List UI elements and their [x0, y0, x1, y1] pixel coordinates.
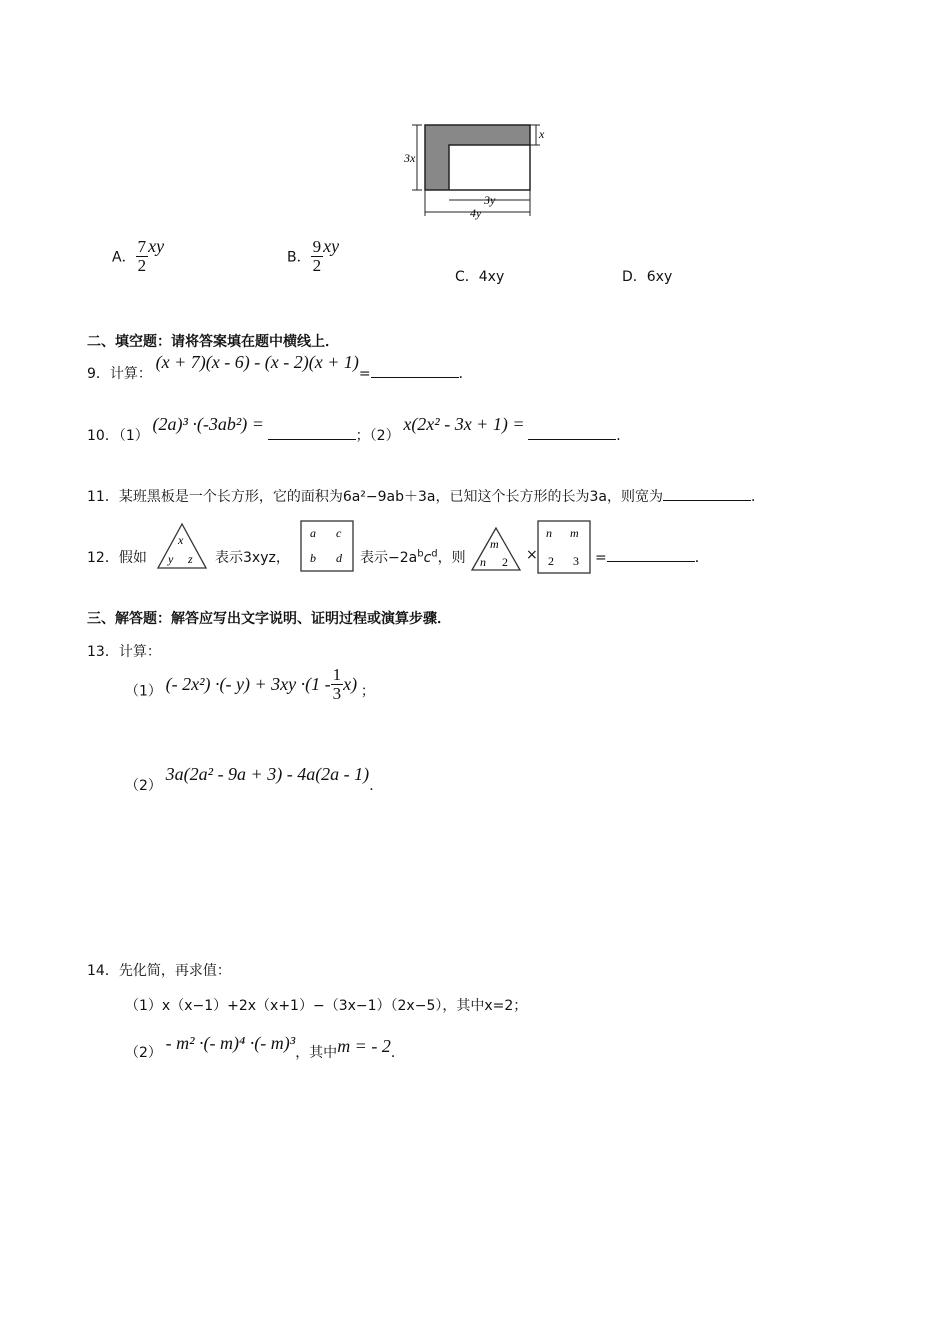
q12-answer-blank[interactable] [607, 547, 695, 562]
svg-text:b: b [310, 551, 316, 565]
q12-mid1: 表示3xyz， [215, 550, 290, 566]
svg-text:n: n [480, 555, 486, 569]
q10-mid: ；（2） [355, 428, 400, 444]
svg-text:a: a [310, 526, 316, 540]
inner-corner [449, 145, 530, 190]
svg-text:y: y [168, 552, 174, 566]
q9-answer-blank[interactable] [371, 363, 459, 378]
q13-p1-expr-a: (- 2x²) ·(- y) + 3xy ·(1 - [165, 673, 331, 694]
svg-text:z: z [188, 552, 193, 566]
q11-answer-blank[interactable] [663, 486, 751, 501]
q10-end: ． [616, 428, 631, 444]
triangle-2 [470, 526, 522, 572]
option-a-var: xy [148, 235, 165, 256]
svg-text:2: 2 [502, 555, 508, 569]
q14-p2-expr: - m² ·(- m)⁴ ·(- m)³ [165, 1033, 296, 1053]
shaded-l-region-vertical [425, 125, 449, 190]
label-3x: 3x [404, 151, 416, 165]
svg-text:m: m [570, 526, 579, 540]
option-b [287, 235, 340, 275]
question-10 [87, 414, 631, 445]
label-4y: 4y [470, 206, 482, 220]
q13-p1-fraction: $\frac{1}{3}$ [332, 665, 342, 703]
square-1 [300, 520, 354, 572]
q10-prefix: 10．（1） [87, 428, 149, 444]
question-11 [87, 486, 765, 506]
q9-end: ． [458, 366, 473, 382]
q9-prefix: 9．计算： [87, 366, 152, 382]
option-a [112, 235, 165, 275]
q13-part-1: （1） (- 2x²) ·(- y) + 3xy ·(1 - $\frac{1}{3}$ x) ； [125, 665, 375, 703]
option-a-letter: A． [112, 249, 136, 266]
q13-p2-expr: 3a(2a² - 9a + 3) - 4a(2a - 1) [165, 764, 370, 784]
q12-mid2: 表示$-2a^bc^d$，则 [360, 548, 466, 566]
option-b-letter: B． [287, 249, 311, 266]
option-a-fraction: $\frac{7}{2}$ [137, 237, 147, 275]
q13-title: 13．计算： [87, 644, 161, 660]
question-9 [87, 352, 473, 383]
q9-expression: (x + 7)(x - 6) - (x - 2)(x + 1) [155, 352, 359, 372]
q11-end: ． [751, 489, 765, 505]
q10-answer-blank-1[interactable] [268, 425, 356, 440]
option-b-var: xy [323, 235, 340, 256]
q12-times: × [526, 547, 538, 563]
rectangle-figure [400, 120, 550, 220]
q14-part-2: （2） - m² ·(- m)⁴ ·(- m)³，其中m = - 2． [125, 1033, 405, 1061]
label-3y: 3y [484, 193, 496, 207]
svg-text:n: n [546, 526, 552, 540]
label-x: x [539, 127, 545, 141]
q14-title: 14．先化简，再求值： [87, 963, 231, 979]
q9-equals: = [358, 366, 371, 382]
option-c: C．4xy [455, 269, 505, 285]
square-2 [537, 520, 591, 574]
svg-text:2: 2 [548, 554, 554, 568]
q14-p2-condition: m = - 2 [337, 1036, 391, 1056]
option-d: D．6xy [622, 269, 673, 285]
q13-part-2: （2） 3a(2a² - 9a + 3) - 4a(2a - 1)． [125, 764, 384, 794]
q12-answer: = ． [595, 547, 709, 567]
section3-title: 三、解答题：解答应写出文字说明、证明过程或演算步骤． [87, 611, 451, 627]
q10-expression-1: (2a)³ ·(-3ab²) = [152, 414, 264, 434]
section2-title: 二、填空题：请将答案填在题中横线上． [87, 334, 339, 350]
svg-text:d: d [336, 551, 342, 565]
q11-text: 11．某班黑板是一个长方形，它的面积为6a²−9ab＋3a，已知这个长方形的长为3a，则宽为 [87, 489, 663, 505]
svg-text:x: x [178, 533, 184, 547]
option-b-fraction: $\frac{9}{2}$ [312, 237, 322, 275]
q12-prefix: 12．假如 [87, 550, 147, 566]
q10-answer-blank-2[interactable] [528, 425, 616, 440]
svg-text:c: c [336, 526, 342, 540]
q14-part-1: （1）x（x−1）+2x（x+1）−（3x−1）（2x−5），其中x=2； [125, 998, 528, 1014]
triangle-1 [156, 522, 208, 570]
svg-text:3: 3 [573, 554, 579, 568]
svg-text:m: m [490, 537, 499, 551]
q10-expression-2: x(2x² - 3x + 1) = [403, 414, 525, 434]
